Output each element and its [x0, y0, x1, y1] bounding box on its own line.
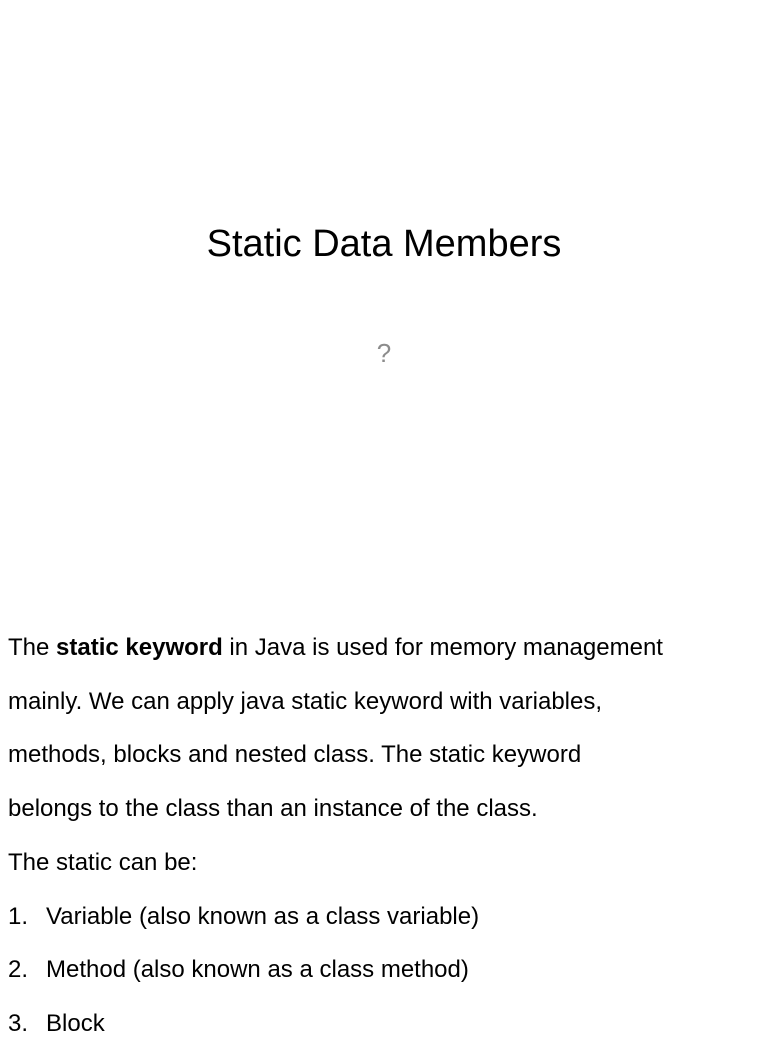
list-item-text: Block [46, 1009, 105, 1037]
list-item-text: Method (also known as a class method) [46, 956, 469, 984]
intro-bold-keyword: static keyword [56, 634, 223, 661]
list-item-number: 2. [8, 956, 29, 984]
intro-prefix: The [8, 634, 57, 661]
body-text [8, 621, 760, 1051]
body-line-1 [8, 621, 760, 675]
slide-title: Static Data Members [206, 223, 562, 265]
list-item [8, 890, 760, 944]
list-item [8, 943, 760, 997]
body-line-3: methods, blocks and nested class. The static keyword [8, 741, 582, 769]
body-line-5: The static can be: [8, 848, 198, 876]
slide-subtitle: ? [376, 338, 392, 368]
body-line-4: belongs to the class than an instance of the class. [8, 795, 538, 823]
list-item-number: 1. [8, 902, 29, 930]
intro-suffix: in Java is used for memory management [222, 634, 663, 661]
list-item-number: 3. [8, 1009, 29, 1037]
list-item-text: Variable (also known as a class variable) [46, 902, 480, 930]
body-line-2: mainly. We can apply java static keyword with variables, [8, 687, 603, 715]
